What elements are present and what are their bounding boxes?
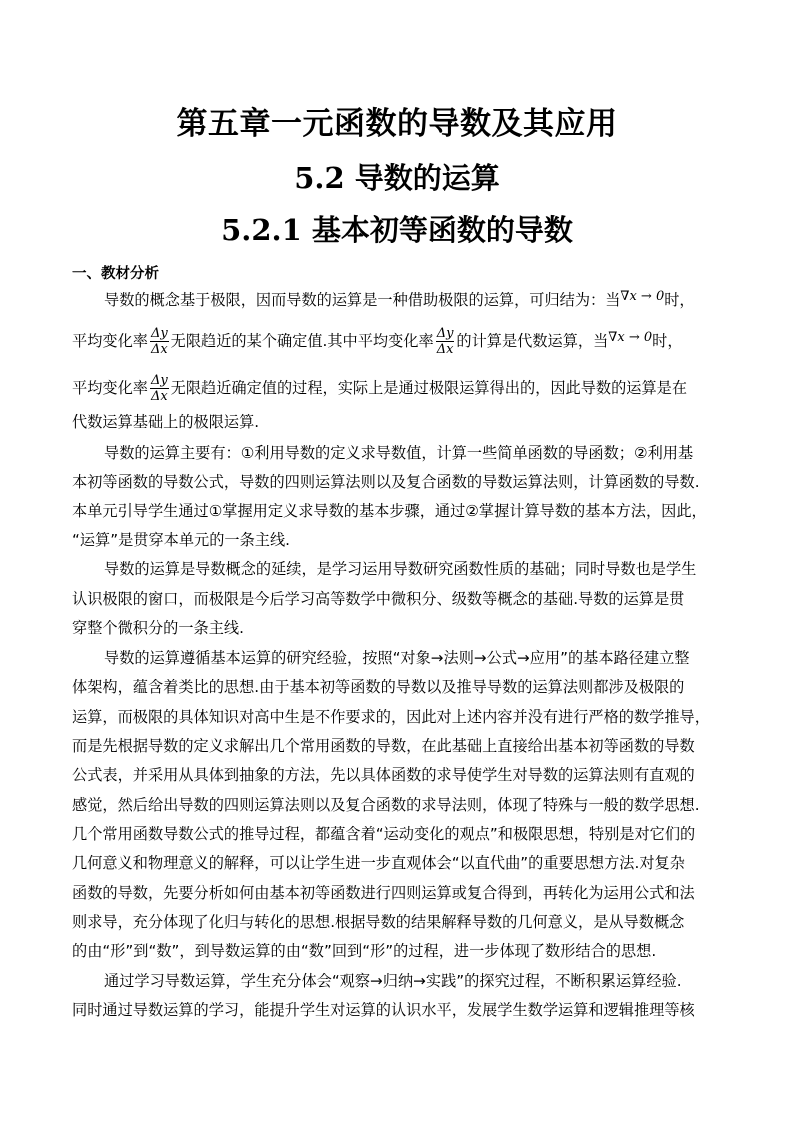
- fraction-numerator: Δy: [436, 326, 454, 341]
- section-heading: 一、教材分析: [72, 266, 159, 282]
- paragraph-line: 认识极限的窗口，而极限是今后学习高等数学中微积分、级数等概念的基础.导数的运算是贯: [72, 590, 685, 608]
- fraction-denominator: Δx: [436, 342, 454, 357]
- paragraph-line: 同时通过导数运算的学习，能提升学生对运算的认识水平，发展学生数学运算和逻辑推理等核: [72, 1001, 695, 1019]
- paragraph-line: 导数的运算遵循基本运算的研究经验，按照“对象→法则→公式→应用”的基本路径建立整: [104, 649, 690, 667]
- paragraph-line: 几何意义和物理意义的解释，可以让学生进一步直观体会“以直代曲”的重要思想方法.对复杂: [72, 854, 685, 872]
- paragraph-line: 穿整个微积分的一条主线.: [72, 619, 244, 637]
- text-segment: 时，: [652, 332, 683, 350]
- paragraph-line: 代数运算基础上的极限运算.: [72, 413, 260, 431]
- paragraph-line: 函数的导数，先要分析如何由基本初等函数进行四则运算或复合得到，再转化为运用公式和法: [72, 884, 695, 902]
- section-title: 5.2 导数的运算: [294, 161, 500, 195]
- difference-quotient: [150, 326, 169, 357]
- text-segment: 无限趋近确定值的过程，实际上是通过极限运算得出的，因此导数的运算是在: [170, 379, 688, 397]
- paragraph-line: [72, 326, 683, 357]
- text-segment: 的计算是代数运算，当: [456, 332, 609, 350]
- paragraph-line: 导数的运算主要有：①利用导数的定义求导数值，计算一些简单函数的导函数；②利用基: [104, 444, 694, 462]
- limit-formula: ∇x → 0: [620, 289, 665, 304]
- fraction-numerator: Δy: [150, 373, 168, 388]
- paragraph-line: 则求导，充分体现了化归与转化的思想.根据导数的结果解释导数的几何意义，是从导数概念: [72, 913, 685, 931]
- paragraph-line: 体架构，蕴含着类比的思想.由于基本初等函数的导数以及推导导数的运算法则都涉及极限的: [72, 678, 685, 696]
- text-segment: 无限趋近的某个确定值.其中平均变化率: [170, 332, 434, 350]
- paragraph-line: 导数的运算是导数概念的延续，是学习运用导数研究函数性质的基础；同时导数也是学生: [104, 560, 697, 578]
- paragraph-line: 运算，而极限的具体知识对高中生是不作要求的，因此对上述内容并没有进行严格的数学推导，: [72, 708, 710, 726]
- fraction-denominator: Δx: [150, 342, 168, 357]
- paragraph-line: [72, 373, 687, 404]
- subsection-title: 5.2.1 基本初等函数的导数: [221, 213, 573, 247]
- paragraph-line: 本单元引导学生通过①掌握用定义求导数的基本步骤，通过②掌握计算导数的基本方法，因此，: [72, 502, 707, 520]
- paragraph-line: 感觉，然后给出导数的四则运算法则以及复合函数的求导法则，体现了特殊与一般的数学思想.: [72, 796, 700, 814]
- paragraph-line: “运算”是贯穿本单元的一条主线.: [72, 531, 291, 549]
- paragraph-line: 通过学习导数运算，学生充分体会“观察→归纳→实践”的探究过程，不断积累运算经验.: [104, 972, 682, 990]
- paragraph-line: 几个常用函数导数公式的推导过程，都蕴含着“运动变化的观点”和极限思想，特别是对它们的: [72, 825, 696, 843]
- fraction-denominator: Δx: [150, 389, 168, 404]
- difference-quotient: [150, 373, 169, 404]
- paragraph-line: 而是先根据导数的定义求解出几个常用函数的导数，在此基础上直接给出基本初等函数的导数: [72, 737, 695, 755]
- chapter-title: 第五章一元函数的导数及其应用: [176, 106, 618, 142]
- fraction-numerator: Δy: [150, 326, 168, 341]
- paragraph-line: 的由“形”到“数”，到导数运算的由“数”回到“形”的过程，进一步体现了数形结合的思想.: [72, 942, 657, 960]
- text-segment: 导数的概念基于极限，因而导数的运算是一种借助极限的运算，可归结为：当: [104, 291, 621, 309]
- paragraph-line: [104, 290, 695, 312]
- difference-quotient: [436, 326, 455, 357]
- text-segment: 平均变化率: [72, 379, 148, 397]
- paragraph-line: 公式表，并采用从具体到抽象的方法，先以具体函数的求导使学生对导数的运算法则有直观的: [72, 766, 695, 784]
- text-segment: 时，: [664, 291, 695, 309]
- text-segment: 平均变化率: [72, 332, 148, 350]
- paragraph-line: 本初等函数的导数公式，导数的四则运算法则以及复合函数的导数运算法则，计算函数的导数.: [72, 473, 700, 491]
- limit-formula: ∇x → 0: [608, 330, 653, 345]
